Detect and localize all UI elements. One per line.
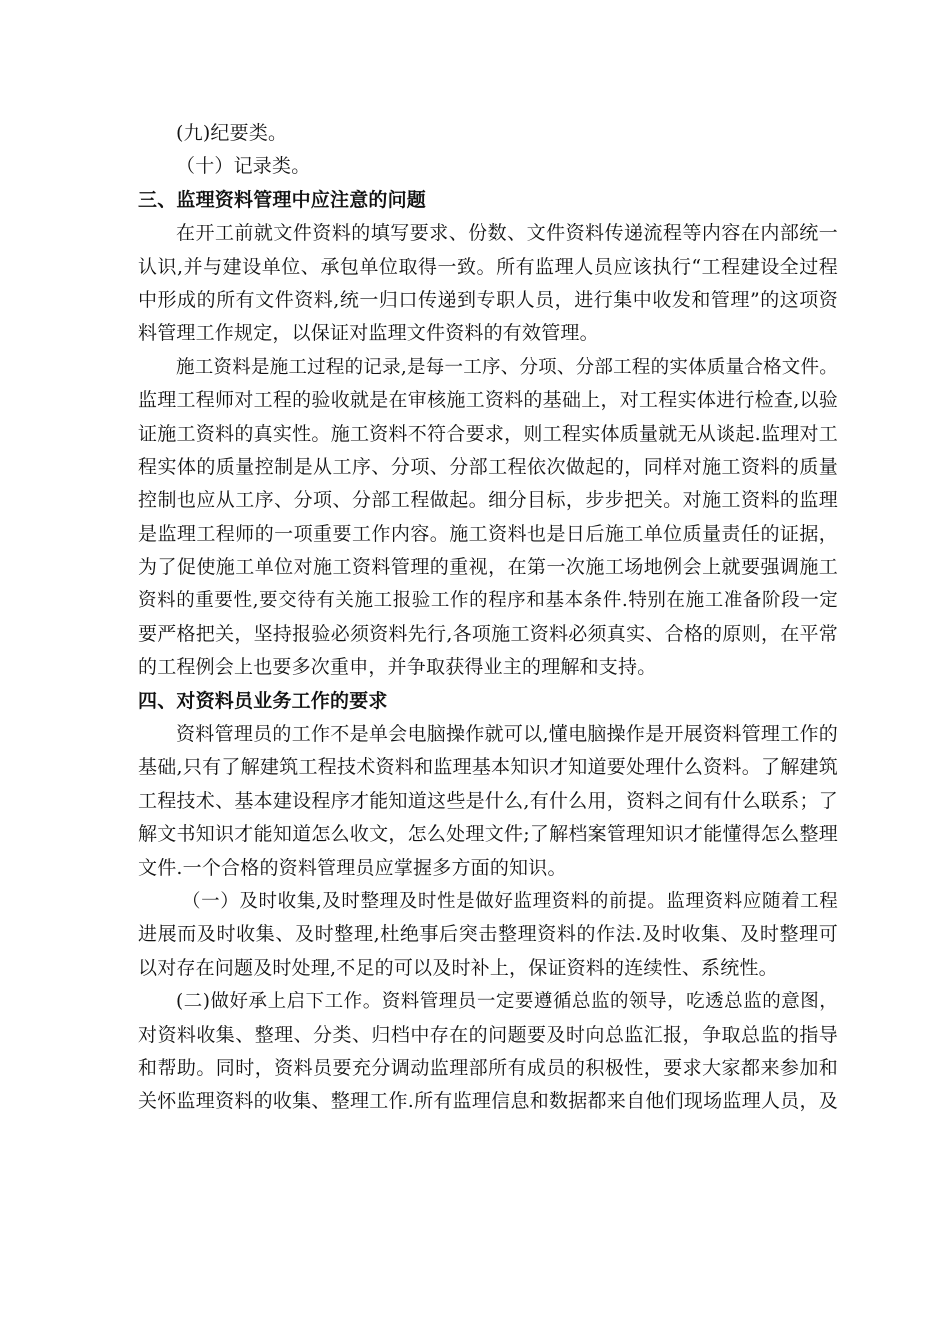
paragraph-line: 程实体的质量控制是从工序、分项、分部工程依次做起的，同样对施工资料的质量: [138, 455, 838, 478]
paragraph-line: 资料管理员的工作不是单会电脑操作就可以,懂电脑操作是开展资料管理工作的: [176, 723, 838, 746]
paragraph-line: 进展而及时收集、及时整理,杜绝事后突击整理资料的作法.及时收集、及时整理可: [138, 923, 838, 946]
paragraph-line: (二)做好承上启下工作。资料管理员一定要遵循总监的领导，吃透总监的意图，: [176, 991, 838, 1013]
paragraph-line: 以对存在问题及时处理,不足的可以及时补上，保证资料的连续性、系统性。: [138, 956, 778, 979]
paragraph-line: 控制也应从工序、分项、分部工程做起。细分目标，步步把关。对施工资料的监理: [138, 489, 838, 512]
paragraph-line: 工程技术、基本建设程序才能知道这些是什么,有什么用，资料之间有什么联系；了: [138, 789, 838, 812]
list-item-9: (九)纪要类。: [176, 122, 288, 144]
paragraph-line: 在开工前就文件资料的填写要求、份数、文件资料传递流程等内容在内部统一: [176, 222, 838, 245]
document-body: [138, 117, 838, 1119]
paragraph-line: 施工资料是施工过程的记录,是每一工序、分项、分部工程的实体质量合格文件。: [176, 356, 838, 378]
paragraph-line: 文件.一个合格的资料管理员应掌握多方面的知识。: [138, 856, 567, 879]
paragraph-line: 对资料收集、整理、分类、归档中存在的问题要及时向总监汇报，争取总监的指导: [138, 1023, 838, 1046]
paragraph-line: （一）及时收集,及时整理及时性是做好监理资料的前提。监理资料应随着工程: [182, 890, 838, 912]
paragraph-line: 的工程例会上也要多次重申，并争取获得业主的理解和支持。: [138, 656, 657, 679]
section-heading-3: 三、监理资料管理中应注意的问题: [138, 188, 427, 211]
paragraph-line: 是监理工程师的一项重要工作内容。施工资料也是日后施工单位质量责任的证据，: [138, 522, 838, 545]
section-heading-4: 四、对资料员业务工作的要求: [138, 689, 388, 712]
paragraph-line: 认识,并与建设单位、承包单位取得一致。所有监理人员应该执行“工程建设全过程: [138, 255, 838, 278]
paragraph-line: 要严格把关，坚持报验必须资料先行,各项施工资料必须真实、合格的原则，在平常: [138, 622, 838, 645]
paragraph-line: 为了促使施工单位对施工资料管理的重视，在第一次施工场地例会上就要强调施工: [138, 556, 838, 579]
paragraph-line: 证施工资料的真实性。施工资料不符合要求，则工程实体质量就无从谈起.监理对工: [138, 422, 838, 445]
paragraph-line: 监理工程师对工程的验收就是在审核施工资料的基础上，对工程实体进行检查,以验: [138, 389, 838, 412]
paragraph-line: 中形成的所有文件资料,统一归口传递到专职人员，进行集中收发和管理”的这项资: [138, 288, 838, 311]
list-item-10: （十）记录类。: [176, 155, 311, 178]
paragraph-line: 料管理工作规定，以保证对监理文件资料的有效管理。: [138, 322, 599, 345]
paragraph-line: 基础,只有了解建筑工程技术资料和监理基本知识才知道要处理什么资料。了解建筑: [138, 756, 838, 779]
paragraph-line: 关怀监理资料的收集、整理工作.所有监理信息和数据都来自他们现场监理人员，及: [138, 1090, 838, 1113]
paragraph-line: 和帮助。同时，资料员要充分调动监理部所有成员的积极性，要求大家都来参加和: [138, 1056, 838, 1079]
paragraph-line: 资料的重要性,要交待有关施工报验工作的程序和基本条件.特别在施工准备阶段一定: [138, 590, 838, 612]
paragraph-line: 解文书知识才能知道怎么收文，怎么处理文件;了解档案管理知识才能懂得怎么整理: [138, 823, 838, 846]
